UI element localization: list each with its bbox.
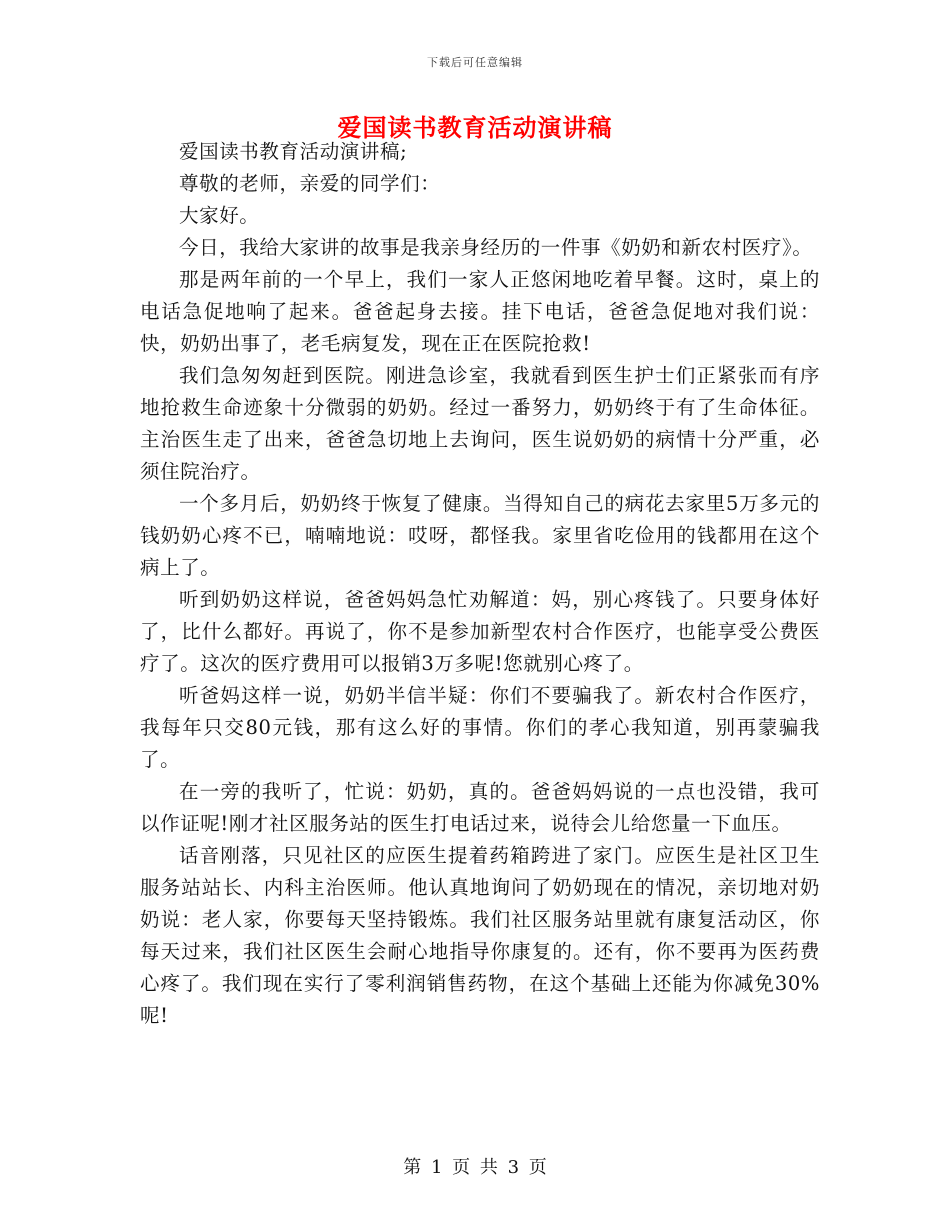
page-header-note: 下载后可任意编辑 — [427, 56, 523, 69]
paragraph-testimony: 在一旁的我听了，忙说：奶奶，真的。爸爸妈妈说的一点也没错，我可以作证呢!刚才社区服务站的医生打电话过来，说待会儿给您量一下血压。 — [140, 780, 820, 835]
paragraph-hospital: 我们急匆匆赶到医院。刚进急诊室，我就看到医生护士们正紧张而有序地抢救生命迹象十分微弱的奶奶。经过一番努力，奶奶终于有了生命体征。主治医生走了出来，爸爸急切地上去询问，医生说奶奶的病情十分严重，必须住院治疗。 — [140, 364, 820, 483]
paragraph-recovery: 一个多月后，奶奶终于恢复了健康。当得知自己的病花去家里5万多元的钱奶奶心疼不已，喃喃地说：哎呀，都怪我。家里省吃俭用的钱都用在这个病上了。 — [140, 492, 820, 579]
paragraph-greeting: 尊敬的老师，亲爱的同学们： — [179, 172, 441, 195]
paragraph-doctor-visit: 话音刚落，只见社区的应医生提着药箱跨进了家门。应医生是社区卫生服务站站长、内科主治医师。他认真地询问了奶奶现在的情况，亲切地对奶奶说：老人家，你要每天坚持锻炼。我们社区服务站里就有康复活动区，你每天过来，我们社区医生会耐心地指导你康复的。还有，你不要再为医药费心疼了。我们现在实行了零利润销售药物，在这个基础上还能为你减免30%呢! — [140, 844, 820, 1027]
document-title: 爱国读书教育活动演讲稿 — [337, 113, 613, 142]
paragraph-story-start: 那是两年前的一个早上，我们一家人正悠闲地吃着早餐。这时，桌上的电话急促地响了起来。爸爸起身去接。挂下电话，爸爸急促地对我们说：快，奶奶出事了，老毛病复发，现在正在医院抢救! — [140, 268, 820, 355]
page-footer: 第 1 页 共 3 页 — [403, 1157, 547, 1178]
paragraph-intro: 今日，我给大家讲的故事是我亲身经历的一件事《奶奶和新农村医疗》。 — [179, 236, 813, 259]
paragraph-parents-comfort: 听到奶奶这样说，爸爸妈妈急忙劝解道：妈，别心疼钱了。只要身体好了，比什么都好。再说了，你不是参加新型农村合作医疗，也能享受公费医疗了。这次的医疗费用可以报销3万多呢!您就别心疼了。 — [140, 588, 820, 675]
paragraph-grandma-doubt: 听爸妈这样一说，奶奶半信半疑：你们不要骗我了。新农村合作医疗，我每年只交80元钱，那有这么好的事情。你们的孝心我知道，别再蒙骗我了。 — [140, 684, 820, 771]
paragraph-hello: 大家好。 — [179, 204, 260, 227]
document-body — [140, 136, 820, 1032]
paragraph-salutation-title: 爱国读书教育活动演讲稿; — [179, 140, 408, 163]
